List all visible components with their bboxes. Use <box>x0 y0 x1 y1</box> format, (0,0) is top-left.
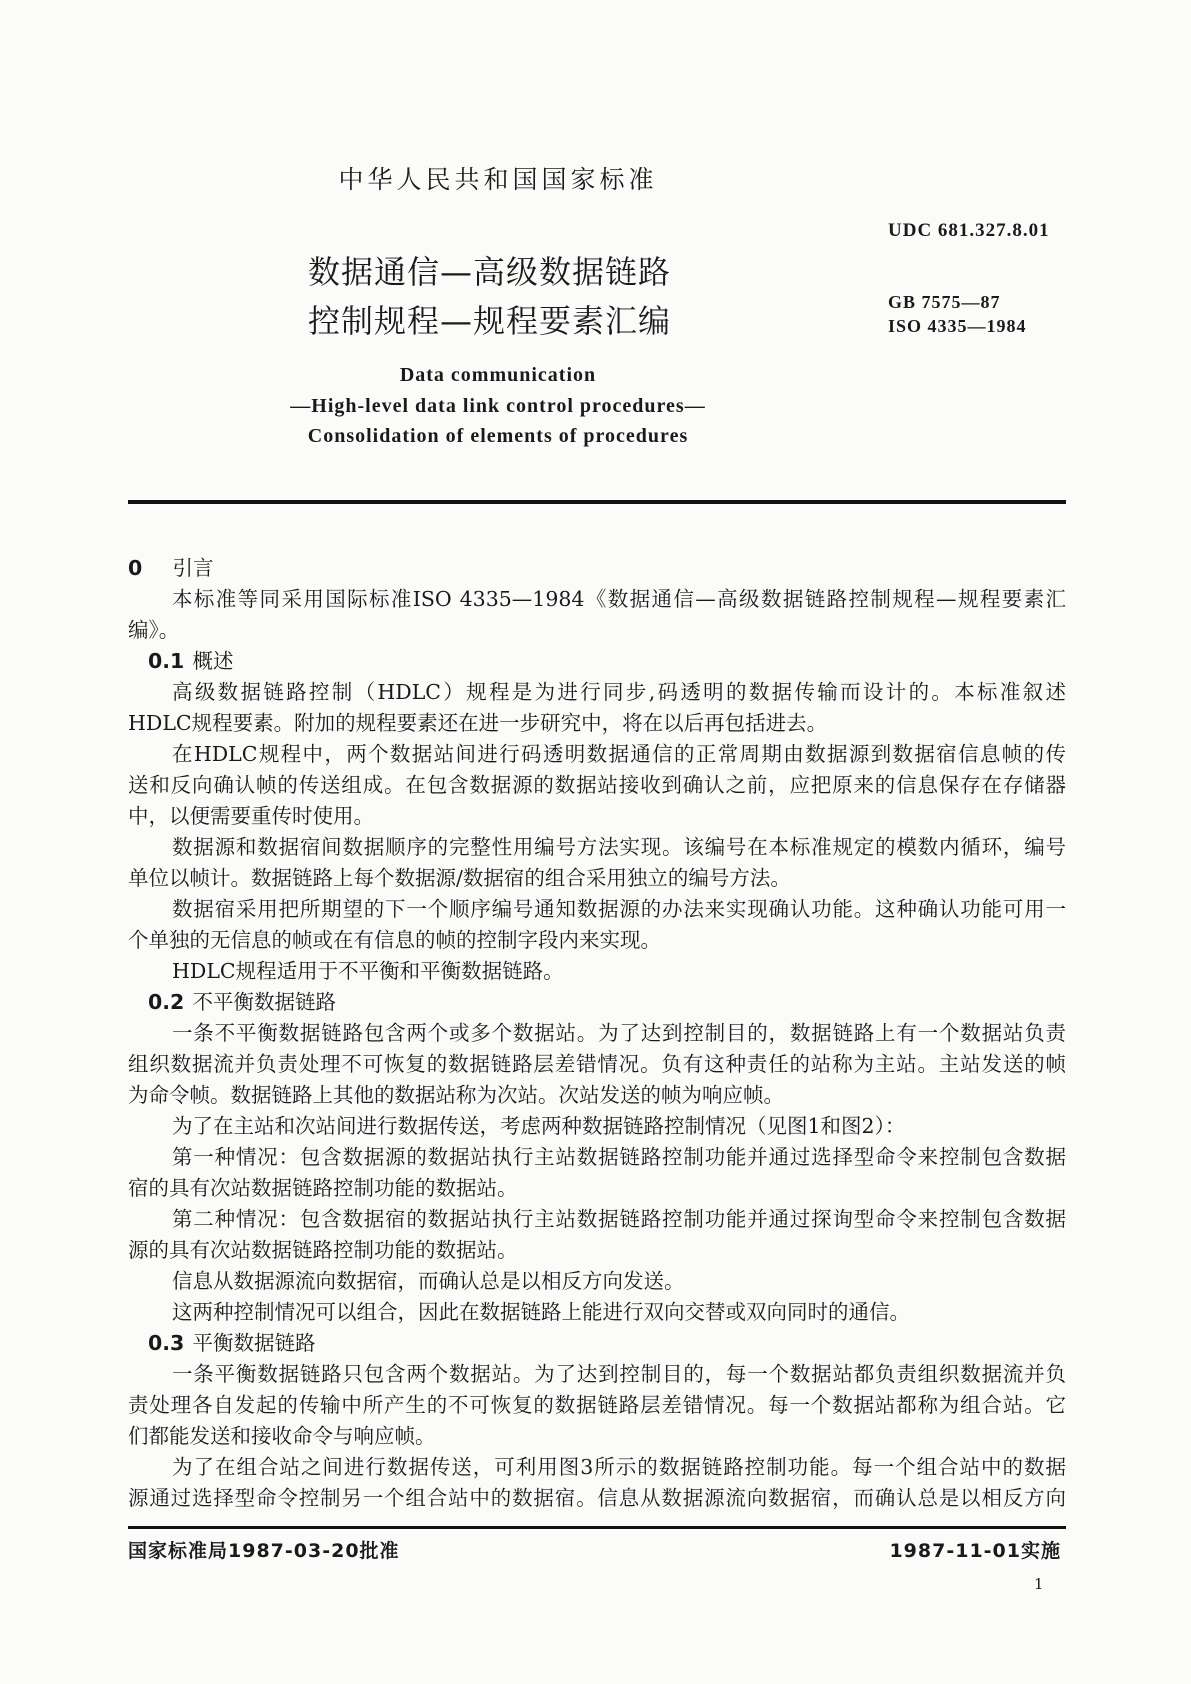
section-title: 概述 <box>192 649 234 673</box>
paragraph-line: 中，以便需要重传时使用。 <box>128 804 374 828</box>
paragraph <box>128 1452 1066 1514</box>
paragraph-line: 源的具有次站数据链路控制功能的数据站。 <box>128 1238 518 1262</box>
paragraph <box>128 832 1066 894</box>
paragraph-line: 第二种情况：包含数据宿的数据站执行主站数据链路控制功能并通过探询型命令来控制包含数据 <box>172 1207 1066 1231</box>
section-heading <box>128 1328 1066 1359</box>
paragraph-line: 为命令帧。数据链路上其他的数据站称为次站。次站发送的帧为响应帧。 <box>128 1083 784 1107</box>
paragraph-line: 组织数据流并负责处理不可恢复的数据链路层差错情况。负有这种责任的站称为主站。主站发送的帧 <box>128 1052 1066 1076</box>
paragraph <box>128 739 1066 832</box>
paragraph-line: 为了在主站和次站间进行数据传送，考虑两种数据链路控制情况（见图1和图2）： <box>172 1114 906 1138</box>
paragraph-line: 为了在组合站之间进行数据传送，可利用图3所示的数据链路控制功能。每一个组合站中的数据 <box>172 1455 1066 1479</box>
section-heading <box>128 553 1066 584</box>
header-divider <box>128 500 1066 504</box>
section-title: 引言 <box>172 556 214 580</box>
paragraph-line: 数据源和数据宿间数据顺序的完整性用编号方法实现。该编号在本标准规定的模数内循环，编号 <box>172 835 1066 859</box>
paragraph-line: 在HDLC规程中，两个数据站间进行码透明数据通信的正常周期由数据源到数据宿信息帧的传 <box>172 742 1066 766</box>
paragraph <box>128 1359 1066 1452</box>
paragraph <box>128 1297 1066 1328</box>
paragraph <box>128 1204 1066 1266</box>
paragraph-line: 数据宿采用把所期望的下一个顺序编号通知数据源的办法来实现确认功能。这种确认功能可用一 <box>172 897 1066 921</box>
title-cn-line-1: 数据通信—高级数据链路 <box>308 253 672 291</box>
footer-divider <box>128 1526 1066 1529</box>
section-heading <box>128 646 1066 677</box>
effective-date: 1987-11-01实施 <box>889 1540 1061 1562</box>
paragraph-line: 个单独的无信息的帧或在有信息的帧的控制字段内来实现。 <box>128 928 661 952</box>
paragraph-line: HDLC规程要素。附加的规程要素还在进一步研究中，将在以后再包括进去。 <box>128 711 828 735</box>
paragraph-line: 送和反向确认帧的传送组成。在包含数据源的数据站接收到确认之前，应把原来的信息保存在存储器 <box>128 773 1066 797</box>
paragraph <box>128 1018 1066 1111</box>
paragraph-line: HDLC规程适用于不平衡和平衡数据链路。 <box>172 959 564 983</box>
paragraph-line: 编》。 <box>128 618 180 642</box>
paragraph-line: 本标准等同采用国际标准ISO 4335—1984《数据通信—高级数据链路控制规程—规程要素汇 <box>172 587 1066 611</box>
paragraph-line: 单位以帧计。数据链路上每个数据源/数据宿的组合采用独立的编号方法。 <box>128 866 791 890</box>
udc-code: UDC 681.327.8.01 <box>888 220 1050 241</box>
section-title: 不平衡数据链路 <box>192 990 337 1014</box>
paragraph-line: 第一种情况：包含数据源的数据站执行主站数据链路控制功能并通过选择型命令来控制包含数据 <box>172 1145 1066 1169</box>
paragraph-line: 高级数据链路控制（HDLC）规程是为进行同步,码透明的数据传输而设计的。本标准叙述 <box>172 680 1066 704</box>
paragraph-line: 一条不平衡数据链路包含两个或多个数据站。为了达到控制目的，数据链路上有一个数据站负责 <box>172 1021 1066 1045</box>
section-heading <box>128 987 1066 1018</box>
section-number: 0 <box>128 556 143 580</box>
title-en-line-3: Consolidation of elements of procedures <box>307 425 689 447</box>
paragraph-line: 们都能发送和接收命令与响应帧。 <box>128 1424 436 1448</box>
title-en-line-2: —High-level data link control procedures— <box>290 395 706 417</box>
national-standard-label: 中华人民共和国国家标准 <box>338 165 658 194</box>
paragraph-line: 宿的具有次站数据链路控制功能的数据站。 <box>128 1176 518 1200</box>
paragraph <box>128 584 1066 646</box>
iso-code: ISO 4335—1984 <box>888 316 1027 336</box>
paragraph <box>128 956 1066 987</box>
paragraph <box>128 894 1066 956</box>
gb-code: GB 7575—87 <box>888 292 1001 312</box>
section-title: 平衡数据链路 <box>192 1331 316 1355</box>
paragraph <box>128 677 1066 739</box>
paragraph-line: 责处理各自发起的传输中所产生的不可恢复的数据链路层差错情况。每一个数据站都称为组合站。它 <box>128 1393 1066 1417</box>
paragraph <box>128 1142 1066 1204</box>
section-number: 0.1 <box>148 649 185 673</box>
paragraph <box>128 1266 1066 1297</box>
section-number: 0.3 <box>148 1331 185 1355</box>
document-body <box>128 553 1066 1514</box>
paragraph-line: 信息从数据源流向数据宿，而确认总是以相反方向发送。 <box>172 1269 685 1293</box>
paragraph <box>128 1111 1066 1142</box>
paragraph-line: 源通过选择型命令控制另一个组合站中的数据宿。信息从数据源流向数据宿，而确认总是以相反方向 <box>128 1486 1066 1510</box>
title-en-line-1: Data communication <box>399 364 597 386</box>
title-cn-line-2: 控制规程—规程要素汇编 <box>308 302 672 340</box>
section-number: 0.2 <box>148 990 185 1014</box>
paragraph-line: 这两种控制情况可以组合，因此在数据链路上能进行双向交替或双向同时的通信。 <box>172 1300 910 1324</box>
paragraph-line: 一条平衡数据链路只包含两个数据站。为了达到控制目的，每一个数据站都负责组织数据流并负 <box>172 1362 1066 1386</box>
page-number: 1 <box>1034 1575 1044 1593</box>
approval-date: 国家标准局1987-03-20批准 <box>128 1540 400 1562</box>
